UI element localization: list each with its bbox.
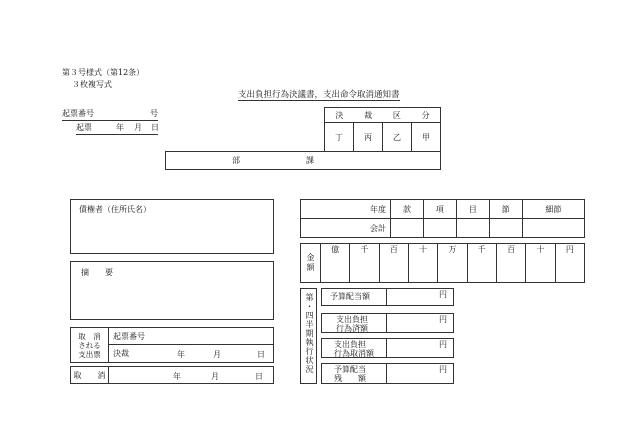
department-label: 部 — [232, 156, 240, 165]
summary-field[interactable] — [70, 261, 274, 320]
draft-number-label: 起票番号 — [62, 109, 94, 118]
quarter-row-label: 支出負担 行為取消額 — [334, 340, 374, 358]
approval-table — [324, 107, 441, 152]
digit-label: 百 — [507, 245, 516, 254]
divider — [386, 289, 387, 305]
digit-label: 億 — [331, 245, 340, 254]
cancelled-slip-label: 取 消 される 支出票 — [71, 328, 109, 363]
draft-month: 月 — [134, 123, 142, 132]
cancel-decision-year: 年 — [177, 350, 185, 359]
amount-digit-hyaku[interactable] — [496, 244, 525, 283]
draft-year: 年 — [116, 123, 124, 132]
draft-date-label: 起票 — [76, 123, 92, 132]
creditor-label: 債権者（住所氏名） — [79, 205, 151, 214]
approval-cell-kou[interactable]: 甲 — [412, 123, 441, 152]
budget-cell-kan[interactable] — [391, 219, 424, 238]
amount-digit-sen[interactable] — [467, 244, 496, 283]
yen-unit: 円 — [439, 315, 447, 324]
account-label: 会計 — [301, 219, 391, 238]
quarter-status-label-box — [300, 288, 317, 384]
digit-label: 十 — [419, 245, 428, 254]
form-number: 第３号様式（第12条） — [62, 68, 145, 77]
summary-label: 摘 要 — [81, 268, 113, 277]
cancellation-date-field[interactable] — [109, 367, 274, 384]
yen-unit: 円 — [439, 365, 447, 374]
approval-cell-tei[interactable]: 丁 — [325, 123, 354, 152]
quarter-status-label: 第・四半期執行状況 — [305, 293, 314, 374]
cancellation-month: 月 — [211, 372, 219, 381]
cancel-decision-month: 月 — [213, 350, 221, 359]
section-label: 課 — [306, 156, 314, 165]
cancel-decision-day: 日 — [257, 350, 265, 359]
cancel-draft-number-label: 起票番号 — [113, 331, 145, 341]
budget-cell-saisetsu[interactable] — [522, 219, 584, 238]
amount-table — [300, 243, 585, 283]
amount-digit-juu[interactable] — [526, 244, 555, 283]
digit-label: 千 — [477, 245, 486, 254]
budget-header-setsu: 節 — [489, 200, 522, 219]
budget-table — [300, 199, 585, 238]
amount-digit-en[interactable] — [555, 244, 584, 283]
budget-cell-moku[interactable] — [456, 219, 489, 238]
quarter-row-committed[interactable] — [321, 313, 454, 333]
budget-header-kou: 項 — [423, 200, 456, 219]
budget-header-saisetsu: 細節 — [522, 200, 584, 219]
cancel-draft-number-field[interactable] — [109, 328, 274, 345]
approval-cell-otsu[interactable]: 乙 — [383, 123, 412, 152]
approval-cell-hei[interactable]: 丙 — [354, 123, 383, 152]
divider — [386, 339, 387, 357]
digit-label: 百 — [389, 245, 398, 254]
draft-day: 日 — [151, 123, 159, 132]
quarter-row-cancelled[interactable] — [321, 338, 454, 358]
cancel-table — [70, 327, 274, 384]
copy-type: ３枚複写式 — [72, 80, 112, 89]
draft-number-suffix: 号 — [150, 109, 158, 118]
quarter-row-label: 支出負担 行為済額 — [336, 315, 368, 333]
fiscal-year-label: 年度 — [301, 200, 391, 219]
quarter-row-remaining[interactable] — [321, 363, 454, 384]
digit-label: 万 — [448, 245, 457, 254]
department-field[interactable] — [165, 151, 441, 170]
budget-header-kan: 款 — [391, 200, 424, 219]
amount-digit-hyakuman[interactable] — [379, 244, 408, 283]
digit-label: 千 — [360, 245, 369, 254]
digit-label: 円 — [565, 245, 574, 254]
amount-label: 金額 — [301, 244, 321, 283]
budget-cell-setsu[interactable] — [489, 219, 522, 238]
budget-cell-kou[interactable] — [423, 219, 456, 238]
page-title: 支出負担行為決議書，支出命令取消通知書 — [238, 90, 400, 100]
quarter-row-label: 予算配当 残 額 — [334, 365, 366, 383]
quarter-row-budget-allotted[interactable] — [321, 288, 454, 306]
creditor-field[interactable] — [70, 199, 274, 254]
digit-label: 十 — [536, 245, 545, 254]
draft-number-line — [62, 109, 158, 121]
amount-digit-juuman[interactable] — [408, 244, 437, 283]
cancellation-label: 取 消 — [71, 367, 109, 384]
cancellation-year: 年 — [173, 372, 181, 381]
draft-date-line — [76, 123, 158, 135]
yen-unit: 円 — [439, 290, 447, 299]
amount-digit-oku[interactable] — [321, 244, 350, 283]
approval-header-char: 分 — [421, 110, 430, 120]
amount-digit-man[interactable] — [438, 244, 467, 283]
cancel-decision-date-field[interactable] — [109, 345, 274, 363]
divider — [386, 314, 387, 332]
budget-header-moku: 目 — [456, 200, 489, 219]
cancellation-day: 日 — [255, 372, 263, 381]
divider — [386, 364, 387, 383]
cancel-decision-label: 決裁 — [113, 349, 129, 358]
approval-header — [325, 108, 441, 123]
approval-header-char: 区 — [392, 110, 401, 120]
approval-header-char: 決 — [335, 110, 344, 120]
yen-unit: 円 — [439, 340, 447, 349]
amount-digit-senman[interactable] — [350, 244, 379, 283]
quarter-row-label: 予算配当額 — [330, 292, 370, 301]
approval-header-char: 裁 — [364, 110, 373, 120]
